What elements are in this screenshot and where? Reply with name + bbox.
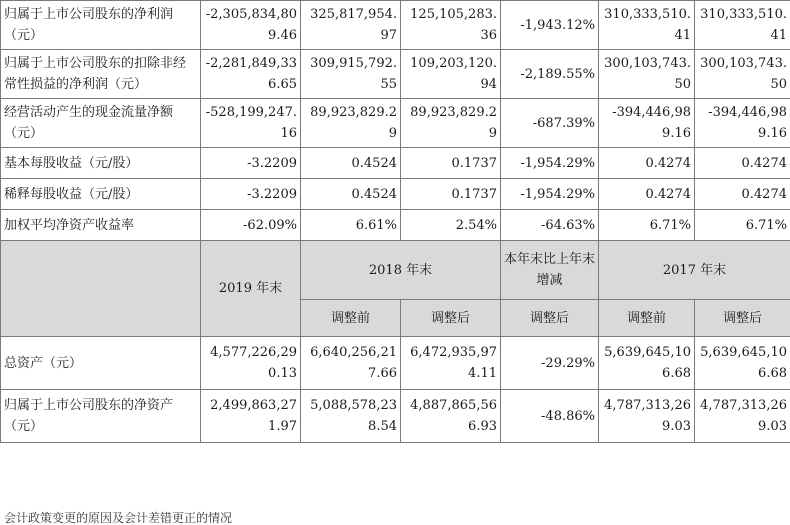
table-row <box>1 148 790 179</box>
table-cell: 6.71% <box>695 210 790 241</box>
table-header-row <box>1 241 790 300</box>
table-cell: 4,887,865,566.93 <box>401 390 501 443</box>
table-cell: 4,787,313,269.03 <box>695 390 790 443</box>
header-2019: 2019 年末 <box>201 241 301 337</box>
table-cell: -394,446,989.16 <box>599 99 695 148</box>
header-2018: 2018 年末 <box>301 241 501 300</box>
header-2017: 2017 年末 <box>599 241 790 300</box>
row-label: 经营活动产生的现金流量净额（元） <box>1 99 201 148</box>
header-change: 本年末比上年末增减 <box>501 241 599 300</box>
table-cell: 0.4524 <box>301 148 401 179</box>
table-cell: 2.54% <box>401 210 501 241</box>
row-label: 归属于上市公司股东的扣除非经常性损益的净利润（元） <box>1 50 201 99</box>
table-cell: -3.2209 <box>201 179 301 210</box>
table-cell: -1,954.29% <box>501 179 599 210</box>
table-cell: -2,305,834,809.46 <box>201 1 301 50</box>
table-cell: -1,943.12% <box>501 1 599 50</box>
row-label: 总资产（元） <box>1 337 201 390</box>
table-cell: -62.09% <box>201 210 301 241</box>
subheader-2017-after: 调整后 <box>695 300 790 337</box>
subheader-2017-before: 调整前 <box>599 300 695 337</box>
table-cell: 5,088,578,238.54 <box>301 390 401 443</box>
table-row <box>1 1 790 50</box>
table-cell: -48.86% <box>501 390 599 443</box>
subheader-change-after: 调整后 <box>501 300 599 337</box>
table-cell: -687.39% <box>501 99 599 148</box>
table-cell: 0.4274 <box>695 148 790 179</box>
subheader-2018-after: 调整后 <box>401 300 501 337</box>
table-cell: 325,817,954.97 <box>301 1 401 50</box>
table-cell: 0.4274 <box>599 179 695 210</box>
table-cell: 0.4274 <box>695 179 790 210</box>
row-label: 归属于上市公司股东的净资产（元） <box>1 390 201 443</box>
row-label: 加权平均净资产收益率 <box>1 210 201 241</box>
table-cell: 89,923,829.29 <box>301 99 401 148</box>
row-label: 基本每股收益（元/股） <box>1 148 201 179</box>
table-cell: 310,333,510.41 <box>695 1 790 50</box>
subheader-2018-before: 调整前 <box>301 300 401 337</box>
table-cell: 2,499,863,271.97 <box>201 390 301 443</box>
table-cell: 5,639,645,106.68 <box>599 337 695 390</box>
table-cell: -528,199,247.16 <box>201 99 301 148</box>
table-cell: 6,640,256,217.66 <box>301 337 401 390</box>
header-blank-cell <box>1 241 201 337</box>
table-cell: 300,103,743.50 <box>599 50 695 99</box>
table-cell: 0.1737 <box>401 179 501 210</box>
table-cell: 125,105,283.36 <box>401 1 501 50</box>
table-row <box>1 390 790 443</box>
table-cell: -1,954.29% <box>501 148 599 179</box>
table-cell: 5,639,645,106.68 <box>695 337 790 390</box>
row-label: 稀释每股收益（元/股） <box>1 179 201 210</box>
table-cell: -3.2209 <box>201 148 301 179</box>
table-row <box>1 337 790 390</box>
row-label: 归属于上市公司股东的净利润（元） <box>1 1 201 50</box>
table-cell: 6.71% <box>599 210 695 241</box>
table-row <box>1 50 790 99</box>
table-row <box>1 210 790 241</box>
table-cell: 310,333,510.41 <box>599 1 695 50</box>
table-cell: 89,923,829.29 <box>401 99 501 148</box>
table-cell: -29.29% <box>501 337 599 390</box>
table-row <box>1 99 790 148</box>
table-cell: 4,577,226,290.13 <box>201 337 301 390</box>
table-cell: -394,446,989.16 <box>695 99 790 148</box>
table-cell: 0.4274 <box>599 148 695 179</box>
table-cell: 4,787,313,269.03 <box>599 390 695 443</box>
table-cell: -64.63% <box>501 210 599 241</box>
table-cell: 0.4524 <box>301 179 401 210</box>
table-cell: 6.61% <box>301 210 401 241</box>
table-cell: -2,281,849,336.65 <box>201 50 301 99</box>
table-cell: 300,103,743.50 <box>695 50 790 99</box>
table-cell: 6,472,935,974.11 <box>401 337 501 390</box>
table-cell: 109,203,120.94 <box>401 50 501 99</box>
table-cell: -2,189.55% <box>501 50 599 99</box>
table-row <box>1 179 790 210</box>
footnote-text: 会计政策变更的原因及会计差错更正的情况 <box>4 511 232 525</box>
table-cell: 309,915,792.55 <box>301 50 401 99</box>
table-cell: 0.1737 <box>401 148 501 179</box>
